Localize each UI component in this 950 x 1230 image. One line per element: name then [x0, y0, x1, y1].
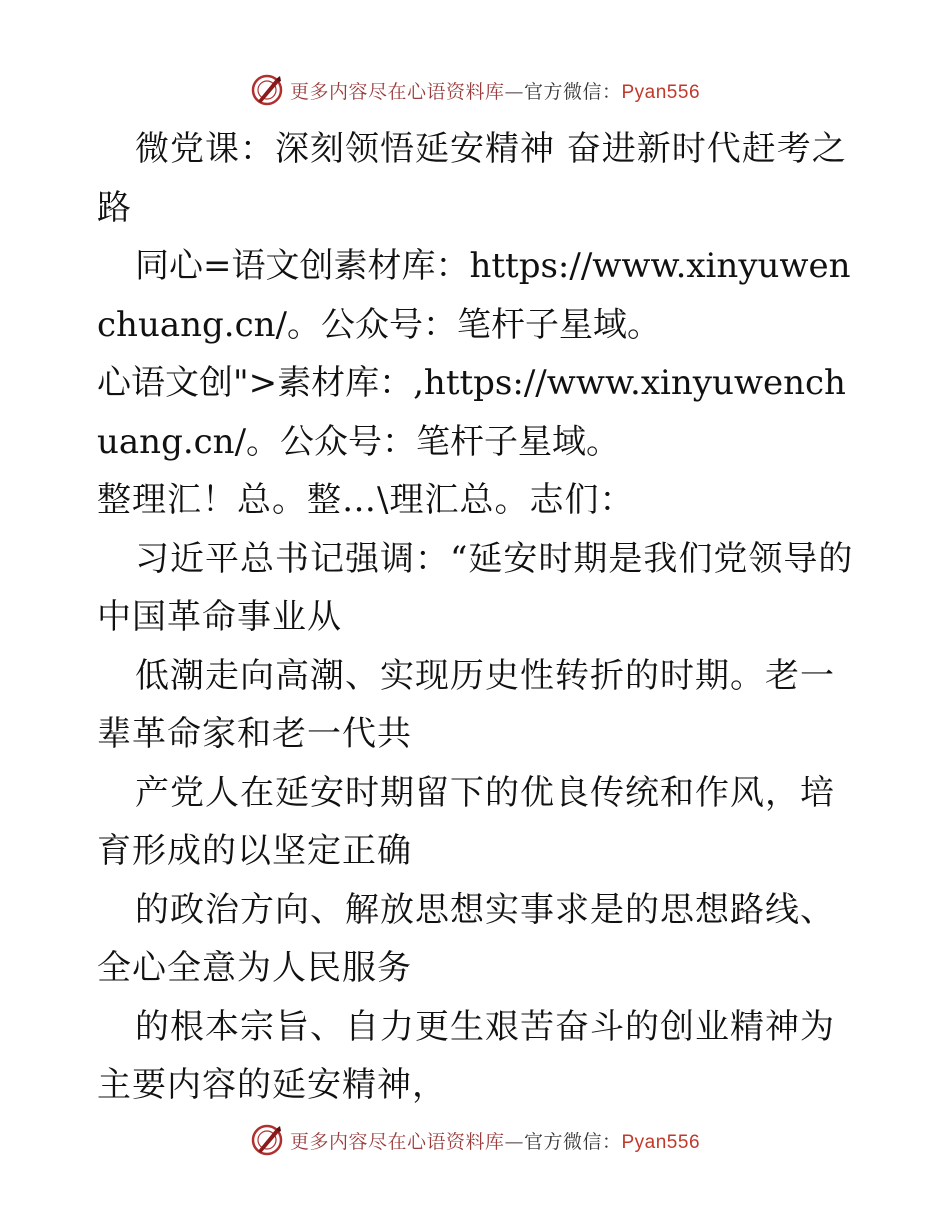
footer-banner-dash: —: [504, 1130, 524, 1153]
page-header-banner: [0, 70, 950, 110]
paragraph-3: 产党人在延安时期留下的优良传统和作风，培育形成的以坚定正确: [97, 772, 835, 871]
paragraph-1: 习近平总书记强调：“延安时期是我们党领导的中国革命事业从: [97, 538, 854, 637]
document-body: [97, 120, 857, 1115]
paragraph-2: 低潮走向高潮、实现历史性转折的时期。老一辈革命家和老一代共: [97, 655, 835, 754]
header-banner-wechat: 官方微信：: [523, 80, 622, 103]
header-banner-main: 更多内容尽在心语资料库: [289, 80, 505, 103]
header-banner-text: [290, 77, 700, 104]
document-title: 微党课：深刻领悟延安精神 奋进新时代赶考之路: [97, 129, 847, 228]
page-footer-banner: [0, 1120, 950, 1160]
quill-pen-seal-icon: [250, 1123, 284, 1157]
footer-banner-id: Pyan556: [621, 1131, 701, 1153]
footer-banner-text: [290, 1127, 700, 1154]
header-banner-dash: —: [504, 80, 524, 103]
paragraph-4: 的政治方向、解放思想实事求是的思想路线、全心全意为人民服务: [97, 889, 835, 988]
quill-pen-seal-icon: [250, 73, 284, 107]
source-line-3: 整理汇！总。整…\理汇总。志们：: [97, 480, 635, 520]
paragraph-5: 的根本宗旨、自力更生艰苦奋斗的创业精神为主要内容的延安精神，: [97, 1006, 835, 1105]
source-line-1: 同心=语文创素材库：https://www.xinyuwenchuang.cn/。公众号：笔杆子星域。: [97, 246, 851, 345]
footer-banner-wechat: 官方微信：: [523, 1130, 622, 1153]
header-banner-id: Pyan556: [621, 81, 701, 103]
footer-banner-main: 更多内容尽在心语资料库: [289, 1130, 505, 1153]
source-line-2: 心语文创">素材库：,https://www.xinyuwenchuang.cn/。公众号：笔杆子星域。: [97, 363, 846, 462]
